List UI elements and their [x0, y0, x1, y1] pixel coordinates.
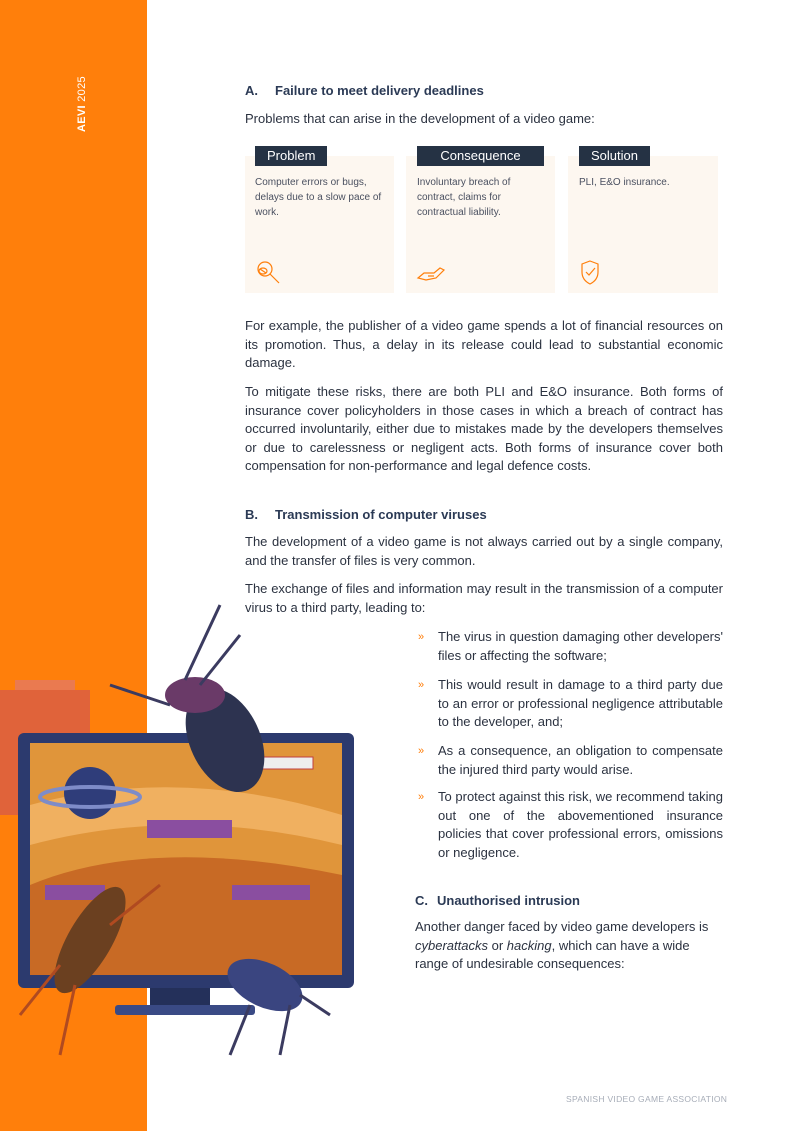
brand-label: AEVI 2025 — [76, 76, 88, 132]
section-a-paragraph-1: For example, the publisher of a video game spends a lot of financial resources on its promotion. Thus, a delay in its release could lead to substantial economic damage. — [245, 318, 723, 371]
section-c-heading: C. Unauthorised intrusion — [415, 893, 580, 908]
magnifier-bug-icon — [254, 258, 282, 286]
problem-label: Problem — [255, 146, 327, 166]
problem-text: Computer errors or bugs, delays due to a slow pace of work. — [255, 177, 382, 218]
section-b-paragraph-1: The development of a video game is not always carried out by a single company, and the transfer of files is very common. — [245, 534, 723, 568]
section-b-paragraph-2: The exchange of files and information may result in the transmission of a computer virus to a third party, leading to: — [245, 581, 723, 615]
section-a-heading: A. Failure to meet delivery deadlines — [245, 83, 484, 98]
bullet-item: » This would result in damage to a third party due to an error or professional negligence attributable to the developer, and; — [418, 677, 723, 730]
hand-icon — [416, 264, 446, 284]
section-b-heading: B. Transmission of computer viruses — [245, 507, 487, 522]
solution-text: PLI, E&O insurance. — [579, 177, 670, 188]
consequence-label: Consequence — [417, 146, 544, 166]
shield-check-icon — [578, 258, 602, 286]
bullet-item: » To protect against this risk, we recommend taking out one of the abovementioned insurance policies that cover professional errors, omissions or negligence. — [418, 789, 723, 860]
monitor-beetles-illustration — [0, 585, 410, 1105]
section-c-paragraph: Another danger faced by video game developers is cyberattacks or hacking, which can have a wide range of undesirable consequences: — [415, 919, 709, 972]
footer-text: SPANISH VIDEO GAME ASSOCIATION — [566, 1094, 728, 1104]
bullet-item: » The virus in question damaging other developers' files or affecting the software; — [418, 629, 723, 663]
section-a-paragraph-2: To mitigate these risks, there are both PLI and E&O insurance. Both forms of insurance cover policyholders in those cases in which a breach of contract has occurred involuntarily, either due to mistakes made by the developers themselves or due to carelessness or negligent acts. Both forms of insurance cover both compensation for non-performance and legal defence costs. — [245, 384, 723, 474]
bullet-item: » As a consequence, an obligation to compensate the injured third party would arise. — [418, 743, 723, 777]
consequence-text: Involuntary breach of contract, claims for contractual liability. — [417, 177, 511, 218]
section-a-intro: Problems that can arise in the development of a video game: — [245, 111, 595, 126]
solution-label: Solution — [579, 146, 650, 166]
